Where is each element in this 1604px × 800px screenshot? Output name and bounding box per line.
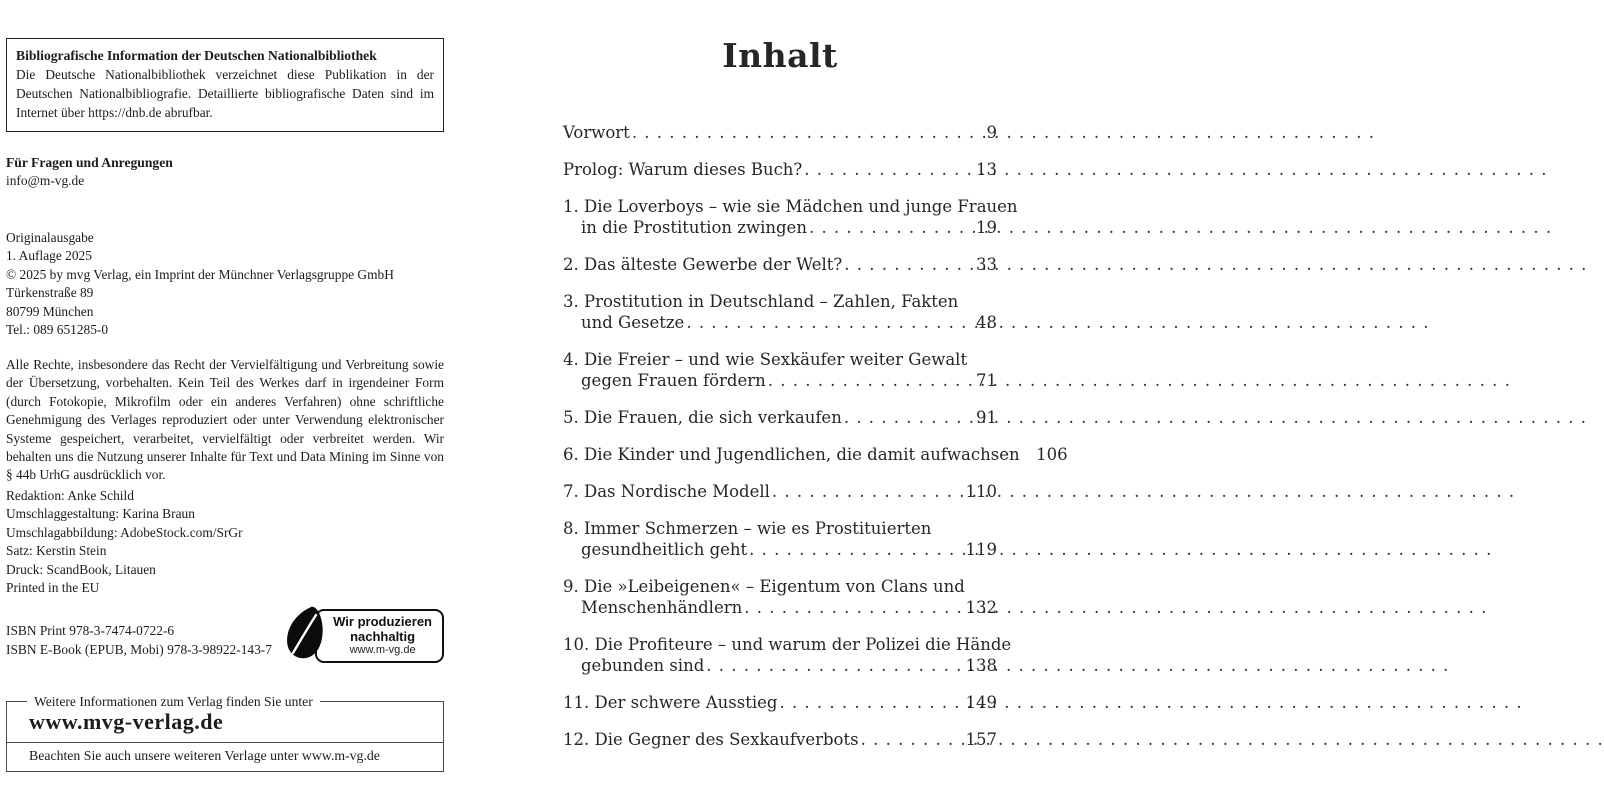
table-of-contents xyxy=(563,122,1068,750)
toc-page-number: 19 xyxy=(976,218,997,237)
toc-entry xyxy=(563,518,997,560)
isbn-row xyxy=(6,605,444,666)
toc-entry-subtitle: gegen Frauen fördern xyxy=(581,371,766,390)
toc-entry xyxy=(563,444,1068,465)
toc-page-number: 48 xyxy=(976,313,997,332)
credits-line: Druck: ScandBook, Litauen xyxy=(6,561,156,577)
dot-leader xyxy=(744,597,951,618)
toc-page-number: 106 xyxy=(1036,445,1068,464)
contact-email: info@m-vg.de xyxy=(6,173,85,188)
toc-entry xyxy=(563,407,997,428)
publisher-url: www.mvg-verlag.de xyxy=(29,709,224,734)
dot-leader xyxy=(844,407,951,428)
dot-leader xyxy=(686,312,951,333)
eco-badge-box xyxy=(315,609,444,663)
edition-block xyxy=(6,229,444,339)
bibliographic-info-box xyxy=(6,38,444,132)
toc-entry xyxy=(563,349,997,391)
toc-entry-subtitle: in die Prostitution zwingen xyxy=(581,218,807,237)
edition-line: 80799 München xyxy=(6,303,94,319)
toc-entry-subtitle: gebunden sind xyxy=(581,656,705,675)
leaf-icon xyxy=(283,605,329,666)
contact-heading: Für Fragen und Anregungen xyxy=(6,155,173,170)
toc-entry xyxy=(563,576,997,618)
credits-block xyxy=(6,487,444,597)
toc-page xyxy=(563,0,1068,766)
edition-line: Türkenstraße 89 xyxy=(6,285,94,301)
credits-line: Umschlaggestaltung: Karina Braun xyxy=(6,506,195,522)
eco-badge-url: www.m-vg.de xyxy=(349,643,416,656)
toc-entry-title: 2. Das älteste Gewerbe der Welt? xyxy=(563,255,843,274)
toc-entry xyxy=(563,729,997,750)
contact-block xyxy=(6,153,444,190)
toc-entry-title: 6. Die Kinder und Jugendlichen, die damit aufwachsen xyxy=(563,445,1020,464)
page-title: Inhalt xyxy=(722,36,838,75)
toc-entry-title: 8. Immer Schmerzen – wie es Prostituierten xyxy=(563,519,932,538)
dot-leader xyxy=(768,370,951,391)
toc-entry xyxy=(563,634,1012,676)
dot-leader xyxy=(779,692,951,713)
isbn-print: ISBN Print 978-3-7474-0722-6 xyxy=(6,623,175,639)
toc-entry-title: 3. Prostitution in Deutschland – Zahlen, Fakten xyxy=(563,292,959,311)
toc-page-number: 9 xyxy=(986,123,997,142)
bib-box-title: Bibliografische Information der Deutschen Nationalbibliothek xyxy=(16,48,377,63)
toc-entry xyxy=(563,291,997,333)
isbn-block xyxy=(6,612,272,659)
toc-entry xyxy=(563,122,997,143)
toc-entry-title: 10. Die Profiteure – und warum der Polizei die Hände xyxy=(563,635,1012,654)
credits-line: Printed in the EU xyxy=(6,580,100,596)
toc-entry-title: 9. Die »Leibeigenen« – Eigentum von Clans und xyxy=(563,577,965,596)
dot-leader xyxy=(749,539,951,560)
dot-leader xyxy=(804,159,951,180)
toc-entry-title: 7. Das Nordische Modell xyxy=(563,482,770,501)
bib-box-body: Die Deutsche Nationalbibliothek verzeichnet diese Publikation in der Deutschen Nationalbibliografie. Detaillierte bibliografische Daten sind im Internet über https://dnb.de abrufbar. xyxy=(16,67,434,120)
publisher-note: Beachten Sie auch unsere weiteren Verlage unter www.m-vg.de xyxy=(7,742,443,771)
toc-entry-title: 12. Die Gegner des Sexkaufverbots xyxy=(563,730,859,749)
credits-line: Umschlagabbildung: AdobeStock.com/SrGr xyxy=(6,524,243,540)
dot-leader xyxy=(772,481,951,502)
isbn-ebook: ISBN E-Book (EPUB, Mobi) 978-3-98922-143-7 xyxy=(6,641,272,657)
publisher-info-box xyxy=(6,694,444,772)
credits-line: Redaktion: Anke Schild xyxy=(6,488,134,503)
sustainability-badge xyxy=(283,605,444,666)
edition-line: 1. Auflage 2025 xyxy=(6,248,92,264)
toc-entry-subtitle: und Gesetze xyxy=(581,313,685,332)
dot-leader xyxy=(632,122,951,143)
toc-page-number: 157 xyxy=(965,730,997,749)
rights-paragraph: Alle Rechte, insbesondere das Recht der Vervielfältigung und Verbreitung sowie der Übersetzung, vorbehalten. Kein Teil des Werkes darf in irgendeiner Form (durch Fotokopie, Mikrofilm oder ein anderes Verfahren) ohne schriftliche Genehmigung des Verlages reproduziert oder unter Verwendung elektronischer Systeme gespeichert, verarbeitet, vervielfältigt oder verbreitet werden. Wir behalten uns die Nutzung unserer Inhalte für Text und Data Mining im Sinne von § 44b UrhG ausdrücklich vor. xyxy=(6,357,444,483)
dot-leader xyxy=(706,655,951,676)
info-box-legend: Weitere Informationen zum Verlag finden Sie unter xyxy=(34,694,313,709)
toc-entry xyxy=(563,254,997,275)
toc-page-number: 149 xyxy=(965,693,997,712)
toc-page-number: 138 xyxy=(965,656,997,675)
edition-line: © 2025 by mvg Verlag, ein Imprint der Münchner Verlagsgruppe GmbH xyxy=(6,266,394,282)
toc-entry xyxy=(563,481,997,502)
dot-leader xyxy=(809,217,951,238)
toc-entry-title: Prolog: Warum dieses Buch? xyxy=(563,160,803,179)
toc-entry xyxy=(563,159,997,180)
edition-line: Originalausgabe xyxy=(6,230,94,245)
edition-line: Tel.: 089 651285-0 xyxy=(6,322,109,338)
toc-page-number: 33 xyxy=(976,255,997,274)
toc-entry-title: Vorwort xyxy=(563,123,630,142)
toc-page-number: 13 xyxy=(976,160,997,179)
toc-page-number: 91 xyxy=(976,408,997,427)
dot-leader xyxy=(861,729,951,750)
eco-badge-line2: nachhaltig xyxy=(350,628,416,644)
toc-entry-subtitle: gesundheitlich geht xyxy=(581,540,748,559)
toc-entry-title: 1. Die Loverboys – wie sie Mädchen und junge Frauen xyxy=(563,197,1018,216)
toc-page-number: 110 xyxy=(965,482,997,501)
toc-page-number: 71 xyxy=(976,371,997,390)
credits-line: Satz: Kerstin Stein xyxy=(6,543,107,559)
toc-page-number: 132 xyxy=(965,598,997,617)
toc-entry xyxy=(563,692,997,713)
toc-entry-subtitle: Menschenhändlern xyxy=(581,598,743,617)
toc-entry xyxy=(563,196,1018,238)
eco-badge-line1: Wir produzieren xyxy=(333,613,432,629)
toc-entry-title: 11. Der schwere Ausstieg xyxy=(563,693,778,712)
dot-leader xyxy=(844,254,951,275)
toc-entry-title: 4. Die Freier – und wie Sexkäufer weiter Gewalt xyxy=(563,350,968,369)
toc-page-number: 119 xyxy=(965,540,997,559)
toc-entry-title: 5. Die Frauen, die sich verkaufen xyxy=(563,408,842,427)
